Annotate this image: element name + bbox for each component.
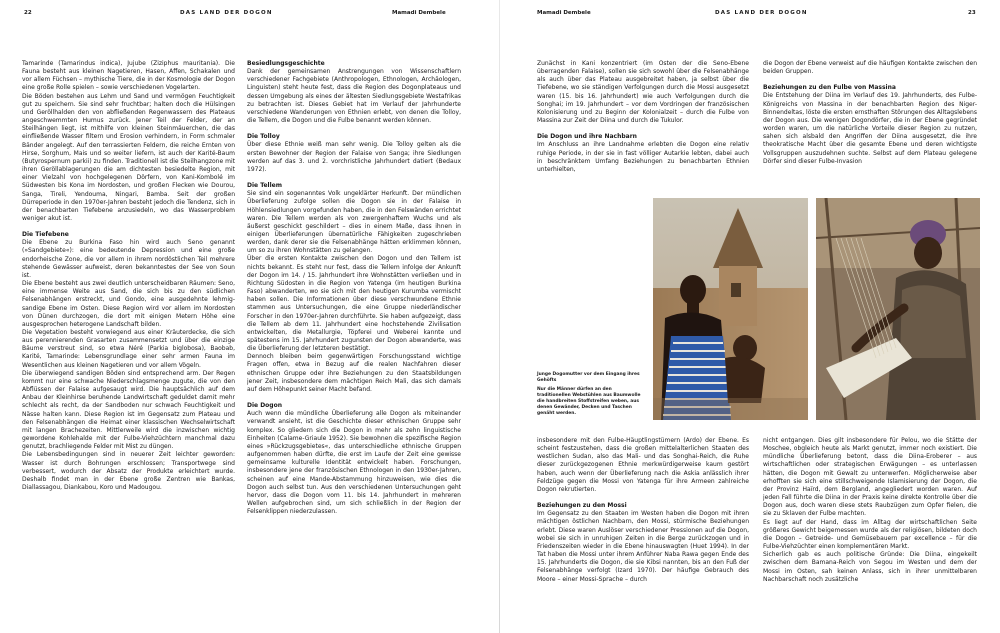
paragraph: Die überwiegend sandigen Böden sind entsprechend arm. Der Regen kommt nur eine schwache Niederschlagsmenge zugute, die von den Abflüssen der Falaise aufgesaugt wird. Die hauptsächlich auf dem Anbau der Kleinhirse beruhende Landwirtschaft geduldet damit mehr schlecht als recht, da der Sandboden nur schwach Feuchtigkeit und Nässe halten kann. Diese Region ist im Gegensatz zum Plateau und den Felsenabhängen die Heimat einer klassischen Wechselwirtschaft mit langen Brachezeiten. Mittlerweile wird die inzwischen wichtig gewordene Kohlehalde mit der Fulbe-Viehzüchtern manchmal dazu genutzt, brachliegende Felder mit Mist zu düngen. <box>22 369 235 451</box>
paragraph: Über diese Ethnie weiß man sehr wenig. Die Tolloy gelten als die ersten Bewohner der Region der Falaise von Sanga; ihre Siedlungen werden auf das 3. und 2. vorchristliche Jahrhundert datiert (Bedaux 1972). <box>247 141 461 173</box>
page-number: 23 <box>968 10 976 16</box>
author-name: Mamadi Dembele <box>392 10 446 16</box>
paragraph: Die Böden bestehen aus Lehm und Sand und vermögen Feuchtigkeit gut zu speichern. Sie sind sehr fruchtbar; halten doch die Hülsingen und Geröllhalden den von abfließenden Regenwassern des Plateaus angeschwemmten Humus zurück. Jener Teil der Felder, der an Steilhängen liegt, ist mithilfe von kleinen Steinmäuerchen, die das einfließende Wasser filtern und Erosion verhindern, in Form schmaler Bänder angelegt. Auf den terrassierten Feldern, die reiche Ernten von Hirse, Sorghum, Mais und so weiter liefern, ist auch der Karité-Baum (Butyrospernum parkii) zu finden. Traditionell ist die Steilhangzone mit ihren Geröllablagerungen die am dichtesten besiedelte Region, mit einer Vielzahl von hochgelegenen Dörfern, von Kani-Kombolé im Südwesten bis Kona im Nordosten, und großen Flecken wie Dourou, Sanga, Tireli, Yendouma, Ningari, Bamba. Seit der großen Dürreperiode in den 1970er-Jahren besteht jedoch die Tendenz, sich in der benachbarten Tiefebene anzusiedeln, wo das Wasserproblem weniger akut ist. <box>22 92 235 222</box>
running-head: DAS LAND DER DOGON <box>715 10 808 16</box>
caption-1: Junge Dogomutter vor dem Eingang ihres Gehöfts <box>537 372 640 383</box>
section-heading: Die Tellem <box>247 182 282 190</box>
page-number: 22 <box>24 10 32 16</box>
running-head: DAS LAND DER DOGON <box>180 10 273 16</box>
photo-weaver <box>816 198 980 420</box>
author-name: Mamadi Dembele <box>537 10 591 16</box>
paragraph: Über die ersten Kontakte zwischen den Dogon und den Tellem ist nichts bekannt. Es steht nur fest, dass die Tellem infolge der Ankunft der Dogon im 14. / 15. Jahrhundert ihre Wohnstätten verließen und in Richtung Südosten in die Region von Yatenga (im heutigen Burkina Faso) abwanderten, wo sie sich mit den heutigen Kurumba vermischt haben sollen. Die Informationen über diese verschwundene Ethnie stammen aus Untersuchungen, die eine Gruppe niederländischer Forscher in den 1970er-Jahren durchführte. Sie haben aufgezeigt, dass die Tellem ab dem 11. Jahrhundert eine hochstehende Zivilisation entwickelten, die Metallurgie, Töpferei und Weberei kannte und spätestens im 15. Jahrhundert zugunsten der Dogon abwanderte, was die Überlieferung der letzteren bestätigt. <box>247 255 461 353</box>
paragraph: Es liegt auf der Hand, dass im Alltag der wirtschaftlichen Seite größeres Gewicht beigemessen wurde als der religiösen, bildeten doch die Dogon – Getreide- und Gemüsebauern par excellence – für die Fulbe-Viehzüchter einen komplementären Markt. <box>763 518 977 551</box>
paragraph: Dank der gemeinsamen Anstrengungen von Wissenschaftlern verschiedener Fachgebiete (Anthropologen, Ethnologen, Archäologen, Linguisten) steht heute fest, dass die Region des Dogonplateaus und dessen Umgebung als eines der ältesten Siedlungsgebiete Westafrikas zu betrachten ist. Dieses Gebiet hat im Verlauf der Jahrhunderte verschiedene Wanderungen von Ethnien erlebt, von denen die Tolloy, die Tellem, die Dogon und die Fulbe benannt werden können. <box>247 68 461 125</box>
paragraph: Zunächst in Kani konzentriert (im Osten der die Seno-Ebene überragenden Falaise), sollen sie sich sowohl über die Felsenabhänge als auch über das Plateau ausgebreitet haben, ja selbst über die Tiefebene, wo sie ständigen Verfolgungen durch die Mossi ausgesetzt waren (15. bis 16. Jahrhundert) wie auch Verfolgungen durch die Songhai; im 19. Jahrhundert – vor dem Vordringen der französischen Kolonisierung und zu Beginn der Kolonialzeit – durch die Fulbe von Massina zur Zeit der Diina und durch die Tukulor. <box>537 60 749 125</box>
paragraph: Sie sind ein sogenanntes Volk ungeklärter Herkunft. Der mündlichen Überlieferung zufolge sollen die Dogon sie in der Falaise in Höhlensiedlungen vorgefunden haben, die in den Felswänden errichtet waren. Die Tellem werden als von zwergenhaftem Wuchs und als äußerst geschickt geschildert – dies in einem Maße, dass ihnen in einigen Überlieferungen übernatürliche Fähigkeiten zugeschrieben werden, dank derer sie die Felsenabhänge hätten erklimmen können, um so zu ihren Wohnstätten zu gelangen. <box>247 190 461 255</box>
mother-child-image <box>653 198 808 420</box>
text-column-1-bottom <box>537 437 749 627</box>
paragraph: Dennoch bleiben beim gegenwärtigen Forschungsstand wichtige Fragen offen, etwa in Bezug auf die realen Nachfahren dieser ethnischen Gruppe oder ihre Beziehungen zu den Staatsbildungen jener Zeit, insbesondere dem mächtigen Reich Mali, das sich damals auf dem Höhepunkt seiner Macht befand. <box>247 353 461 393</box>
section-heading: Beziehungen zu den Mossi <box>537 502 627 510</box>
text-column-1-top <box>537 60 749 195</box>
paragraph: Die Lebensbedingungen sind in neuerer Zeit leichter geworden: Wasser ist durch Bohrungen erschlossen; Transportwege sind verbessert, wodurch der Absatz der Produkte erleichtert wurde. Deshalb findet man in der Ebene große Zentren wie Bankas, Diallassagou, Diankabou, Koro und Madougou. <box>22 451 235 491</box>
text-column-2-bottom <box>763 437 977 627</box>
paragraph: nicht entgangen. Dies gilt insbesondere für Pelou, wo die Stätte der Moschee, obgleich heute als Markt genutzt, immer noch existiert. Die mündliche Überlieferung betont, dass die Diina-Eroberer – aus wirtschaftlichen oder strategischen Erwägungen – es unterlassen hätten, die Dogon mit Gewalt zu unterwerfen. Möglicherweise aber erhofften sie sich eine stillschweigende Islamisierung der Dogon, die der Provinz Haïrd, dem Bergland, angegliedert worden waren. Auf jeden Fall führte die Diina in der Praxis keine direkte Kontrolle über die Dogon aus, doch waren diese stets Raubzügen zum Opfer fielen, die sie zu Sklaven der Fulbe machten. <box>763 437 977 518</box>
section-heading: Beziehungen zu den Fulbe von Massina <box>763 84 896 92</box>
paragraph: Die Vegetation besteht vorwiegend aus einer Kräuterdecke, die sich aus perennierenden Grasarten zusammensetzt und über die einzige Bäume verstreut sind, so etwa Néré (Parkia biglobosa), Baobab, Karité, Tamarinde: Lebensgrundlage einer sehr armen Fauna im Wesentlichen aus kleinen Nagetieren und vor allem Vögeln. <box>22 329 235 369</box>
section-heading: Die Tiefebene <box>22 231 69 239</box>
text-column-2 <box>247 60 461 620</box>
paragraph: Die Ebene zu Burkina Faso hin wird auch Seno genannt (»Sandgebiete«): eine bedeutende Depression und eine große endorheische Zone, die vor allem in ihrem nordöstlichen Teil mehrere stehende Gewässer aufweist, deren bekanntestes der See von Soun ist. <box>22 239 235 279</box>
section-heading: Die Tolloy <box>247 133 280 141</box>
paragraph: insbesondere mit den Fulbe-Häuptlingstümern (Ardo) der Ebene. Es scheint festzustehen, dass die großen mittelalterlichen Staaten des westlichen Sudan, also das Mali- und das Songhai-Reich, die Ruhe dieser zurückgezogenen Ethnie merkwürdigerweise kaum gestört haben, auch wenn der Überlieferung nach die Askia anlässlich ihrer Feldzüge gegen die Mossi von Yatenga für ihre Armeen zahlreiche Dogon rekrutierten. <box>537 437 749 493</box>
paragraph: Die Entstehung der Diina im Verlauf des 19. Jahrhunderts, des Fulbe-Königreichs von Massina in der benachbarten Region des Niger-Binnendeltas, löste die ersten ernsthaften Störungen des Alltagslebens der Dogon aus. Die wenigen Dogondörfer, die in der Ebene gegründet worden waren, um die natürliche Vorteile dieser Region zu nutzen, sahen sich alsbald den Angriffen der Diina ausgesetzt, die ihre theokratische Macht über die gesamte Ebene und deren wichtigste Vollsgruppen auszudehnen suchte. Selbst auf dem Plateau gelegene Dörfer sind dieser Fulbe-Invasion <box>763 92 977 165</box>
text-column-1 <box>22 60 235 620</box>
paragraph: die Dogon der Ebene verweist auf die häufigen Kontakte zwischen den beiden Gruppen. <box>763 60 977 76</box>
text-column-2-top <box>763 60 977 196</box>
paragraph: Auch wenn die mündliche Überlieferung alle Dogon als miteinander verwandt ansieht, ist die Geschichte dieser ethnischen Gruppe sehr komplex. So gliedern sich die Dogon in mehr als zehn linguistische Einheiten (Calame-Griaule 1952). Sie bewohnen die spezifische Region eines »Rückzugsgebietes«, das unterschiedliche ethnische Gruppen aufgenommen haben dürfte, die erst im Laufe der Zeit eine gewisse gemeinsame kulturelle Identität entwickelt haben. Forschungen, insbesondere jene der französischen Ethnologen in den 1930er-Jahren, scheinen auf eine Mande-Abstammung hinzuweisen, wie dies die Dogon auch selbst tun. Aus den verschiedenen Untersuchungen geht hervor, dass die Dogon vom 11. bis 14. Jahrhundert in mehreren Wellen aufgebrochen sind, um sich schließlich in der Region der Felsenklippen niederzulassen. <box>247 410 461 516</box>
section-heading: Die Dogon <box>247 402 282 410</box>
right-page <box>500 0 1000 633</box>
paragraph: Die Ebene besteht aus zwei deutlich unterscheidbaren Räumen: Seno, eine immense Weite aus Sand, die sich bis zu den südlichen Felsenabhängen erstreckt, und Gondo, eine ausgedehnte lehmig-sandige Ebene im Osten. Diese Region wird vor allem im Nordosten von Dünen durchzogen, die dort mit einigen Metern Höhe eine ausgesprochen heterogene Landschaft bilden. <box>22 280 235 328</box>
paragraph: Sicherlich gab es auch politische Gründe: Die Diina, eingekeilt zwischen dem Bamana-Reich von Segou im Westen und dem der Mossi im Osten, sah keinen Anlass, sich in ihrer unmittelbaren Nachbarschaft noch zusätzliche <box>763 551 977 583</box>
weaver-image <box>816 198 980 420</box>
section-heading: Besiedlungsgeschichte <box>247 60 325 67</box>
caption-2: Nur die Männer dürfen an den traditionellen Webstühlen aus Baumwolle die handbreiten Stoffstreifen weben, aus denen Gewänder, Decken und Taschen genäht werden. <box>537 387 641 416</box>
paragraph: Im Anschluss an ihre Landnahme erlebten die Dogon eine relativ ruhige Periode, in der sie in fast völliger Autarkie lebten, dabei auch in beschränktem Umfang Beziehungen zu benachbarten Ethnien unterhielten, <box>537 141 749 173</box>
paragraph: Tamarinde (Tamarindus indica), Jujube (Ziziphus mauritania). Die Fauna besteht aus kleinen Nagetieren, Hasen, Affen, Schakalen und vor allem Füchsen – mythische Tiere, die in der Kosmologie der Dogon eine große Rolle spielen – sowie verschiedenen Vogelarten. <box>22 60 235 92</box>
photo-mother-child <box>653 198 808 420</box>
paragraph: Im Gegensatz zu den Staaten im Westen haben die Dogon mit ihren mächtigen östlichen Nachbarn, den Mossi, stürmische Beziehungen erlebt. Diese waren Auslöser verschiedener Pressionen auf die Dogon, wobei sie sich in unruhigen Zeiten in die Berge zurückzogen und in Friedenszeiten wieder in die Ebene hinauswagten (Huet 1994). In der Tat haben die Mossi unter ihrem Anführer Naba Rawa gegen Ende des 15. Jahrhunderts die Dogon, die sie Kibsi nannten, bis an den Fuß der Felsenabhänge verfolgt (Izard 1970). Der häufige Gebrauch des Moore – einer Mossi-Sprache – durch <box>537 510 749 583</box>
photo-caption <box>537 372 641 420</box>
section-heading: Die Dogon und ihre Nachbarn <box>537 133 637 141</box>
